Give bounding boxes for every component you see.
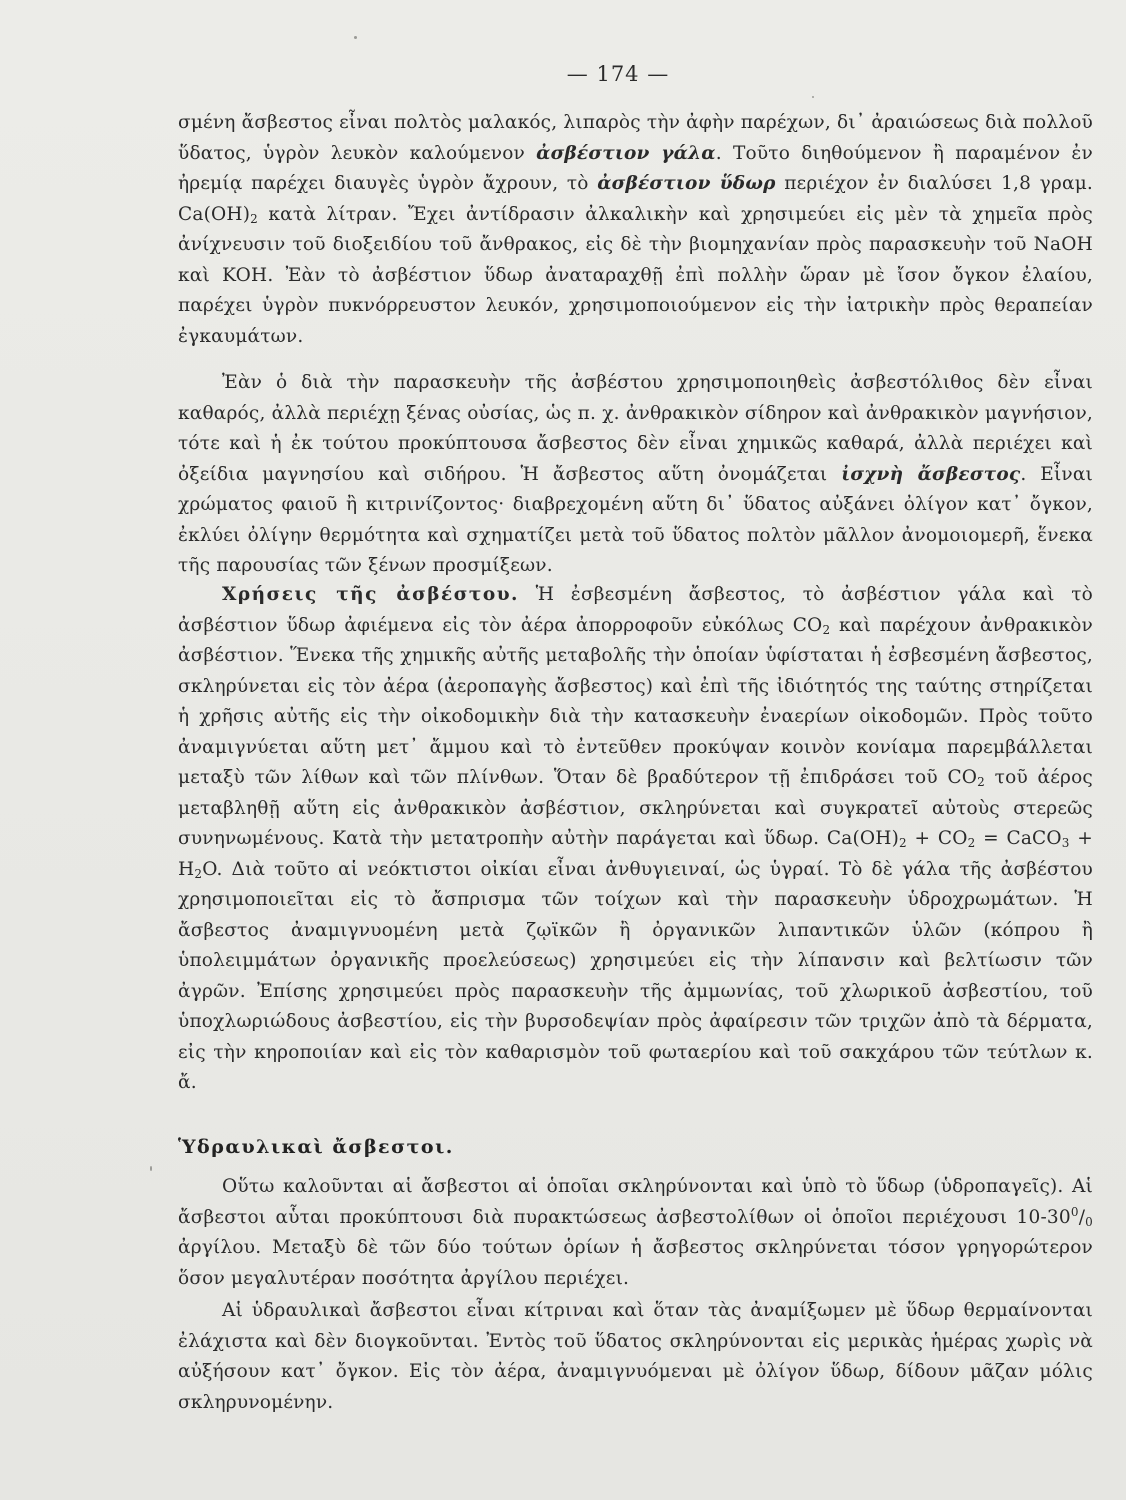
text-run: σμένη ἄσβεστος εἶναι πολτὸς μαλακός, λιπαρὸς τὴν ἀφὴν παρέχων, δι᾽ ἀραιώσεως διὰ πολλοῦ ὕδατος, ὑγρὸν λευκὸν καλούμενον bbox=[178, 112, 1093, 164]
text-run: . Εἶναι χρώματος φαιοῦ ἢ κιτρινίζοντος· διαβρεχομένη αὕτη δι᾽ ὕδατος αὐξάνει ὀλίγον κατ᾽ ὄγκον, ἐκλύει ὀλίγην θερμότητα καὶ σχηματίζει μετὰ τοῦ ὕδατος πολτὸν μᾶλλον ἀνομοιομερῆ, ἕνεκα τῆς παρουσίας τῶν ξένων προσμίξεων. bbox=[178, 463, 1093, 576]
subscript: 3 bbox=[1061, 836, 1070, 850]
paragraph-text bbox=[178, 368, 1093, 582]
text-run: . Τοῦτο διηθούμενον ἢ παραμένον ἐν ἠρεμίᾳ παρέχει διαυγὲς ὑγρὸν ἄχρουν, τὸ bbox=[178, 142, 1093, 194]
section-heading-hydraulic-lime: Ὑδραυλικαὶ ἄσβεστοι. bbox=[178, 1136, 454, 1158]
text-run: τοῦ ἀέρος μεταβληθῇ αὕτη εἰς ἀνθρακικὸν ἀσβέστιον, σκληρύνεται καὶ συγκρατεῖ αὐτοὺς στερεῶς συνηνωμένους. Κατὰ τὴν μετατροπὴν αὐτὴν παράγεται καὶ ὕδωρ. Ca(OH) bbox=[178, 767, 1093, 849]
paper-speck bbox=[150, 1166, 152, 1171]
text-run: + H bbox=[178, 828, 1093, 880]
inline-heading-uses: Χρήσεις τῆς ἀσβέστου. bbox=[222, 584, 519, 605]
text-run: Οὕτω καλοῦνται αἱ ἄσβεστοι αἱ ὁποῖαι σκληρύνονται καὶ ὑπὸ τὸ ὕδωρ (ὑδροπαγεῖς). Αἱ ἄσβεστοι αὗται προκύπτουσι διὰ πυρακτώσεως ἀσβεστολίθων οἱ ὁποῖοι περιέχουσι 10-30 bbox=[178, 1176, 1093, 1228]
paragraph-text: Αἱ ὑδραυλικαὶ ἄσβεστοι εἶναι κίτριναι καὶ ὅταν τὰς ἀναμίξωμεν μὲ ὕδωρ θερμαίνονται ἐλάχιστα καὶ δὲν διογκοῦνται. Ἐντὸς τοῦ ὕδατος σκληρύνονται εἰς μερικὰς ἡμέρας χωρὶς νὰ αὐξήσουν κατ᾽ ὄγκον. Εἰς τὸν ἀέρα, ἀναμιγνυόμεναι μὲ ὀλίγον ὕδωρ, δίδουν μᾶζαν μόλις σκληρυνομένην. bbox=[178, 1300, 1093, 1413]
paragraph-text bbox=[178, 580, 1093, 1099]
subscript: 2 bbox=[967, 836, 976, 850]
term-lime-milk: ἀσβέστιον γάλα bbox=[536, 142, 716, 164]
paragraph-text bbox=[178, 1172, 1093, 1294]
paragraph-text bbox=[178, 108, 1093, 352]
paper-speck bbox=[812, 96, 814, 98]
text-run: καὶ παρέχουν ἀνθρακικὸν ἀσβέστιον. Ἕνεκα τῆς χημικῆς αὐτῆς μεταβολῆς τὴν ὁποίαν ὑφίσταται ἡ ἐσβεσμένη ἄσβεστος, σκληρύνεται εἰς τὸν ἀέρα (ἀεροπαγὴς ἄσβεστος) καὶ ἐπὶ τῆς ἰδιότητός της ταύτης στηρίζεται ἡ χρῆσις αὐτῆς εἰς τὴν οἰκοδομικὴν διὰ τὴν κατασκευὴν ἐναερίων οἰκοδομῶν. Πρὸς τοῦτο ἀναμιγνύεται αὕτη μετ᾽ ἄμμου καὶ τὸ ἐντεῦθεν προκύψαν κοινὸν κονίαμα παρεμβάλλεται μεταξὺ τῶν λίθων καὶ τῶν πλίνθων. Ὅταν δὲ βραδύτερον τῇ ἐπιδράσει τοῦ CO bbox=[178, 614, 1094, 788]
text-run: ἀργίλου. Μεταξὺ δὲ τῶν δύο τούτων ὁρίων ἡ ἄσβεστος σκληρύνεται τόσον γρηγορώτερον ὅσον μεγαλυτέραν ποσότητα ἀργίλου περιέχει. bbox=[178, 1237, 1093, 1289]
subscript: 2 bbox=[977, 775, 986, 789]
paper-speck bbox=[354, 36, 357, 39]
subscript: 2 bbox=[822, 622, 831, 637]
subscript: 0 bbox=[1085, 1214, 1093, 1229]
page-number: — 174 — bbox=[566, 62, 670, 86]
term-lean-lime: ἰσχνὴ ἄσβεστος bbox=[841, 463, 1021, 485]
paragraph-lean-lime bbox=[178, 368, 1093, 582]
subscript: 2 bbox=[194, 866, 203, 881]
paragraph-hydraulic-properties bbox=[178, 1296, 1093, 1418]
subscript: 2 bbox=[899, 836, 907, 850]
text-run: + CO bbox=[906, 828, 968, 849]
text-run: / bbox=[1078, 1206, 1086, 1228]
text-run: = CaCO bbox=[975, 828, 1062, 849]
paragraph-uses-of-lime bbox=[178, 580, 1093, 1099]
text-run: O. Διὰ τοῦτο αἱ νεόκτιστοι οἰκίαι εἶναι ἀνθυγιειναί, ὡς ὑγραί. Τὸ δὲ γάλα τῆς ἀσβέστου χρησιμοποιεῖται εἰς τὸ ἄσπρισμα τῶν τοίχων καὶ τὴν παρασκευὴν ὑδροχρωμάτων. Ἡ ἄσβεστος ἀναμιγνυομένη μετὰ ζῳϊκῶν ἢ ὀργανικῶν λιπαντικῶν ὑλῶν (κόπρου ἢ ὑπολειμμάτων ὀργανικῆς προελεύσεως) χρησιμεύει εἰς τὴν λίπανσιν καὶ βελτίωσιν τῶν ἀγρῶν. Ἐπίσης χρησιμεύει πρὸς παρασκευὴν τῆς ἀμμωνίας, τοῦ χλωρικοῦ ἀσβεστίου, τοῦ ὑποχλωριώδους ἀσβεστίου, εἰς τὴν βυρσοδεψίαν πρὸς ἀφαίρεσιν τῶν τριχῶν ἀπὸ τὰ δέρματα, εἰς τὴν κηροποιίαν καὶ εἰς τὸν καθαρισμὸν τοῦ φωταερίου καὶ τοῦ σακχάρου τῶν τεύτλων κ. ἄ. bbox=[178, 858, 1093, 1093]
text-run: κατὰ λίτραν. Ἔχει ἀντίδρασιν ἀλκαλικὴν καὶ χρησιμεύει εἰς μὲν τὰ χημεῖα πρὸς ἀνίχνευσιν τοῦ διοξειδίου τοῦ ἄνθρακος, εἰς δὲ τὴν βιομηχανίαν πρὸς παρασκευὴν τοῦ NaOH καὶ KOH. Ἐὰν τὸ ἀσβέστιον ὕδωρ ἀναταραχθῇ ἐπὶ πολλὴν ὥραν μὲ ἴσον ὄγκον ἐλαίου, παρέχει ὑγρὸν πυκνόρρευστον λευκόν, χρησιμοποιούμενον εἰς τὴν ἰατρικὴν πρὸς θεραπείαν ἐγκαυμάτων. bbox=[178, 203, 1093, 347]
term-lime-water: ἀσβέστιον ὕδωρ bbox=[597, 173, 776, 194]
text-run: Ἐὰν ὁ διὰ τὴν παρασκευὴν τῆς ἀσβέστου χρησιμοποιηθεὶς ἀσβεστόλιθος δὲν εἶναι καθαρός, ἀλλὰ περιέχῃ ξένας οὐσίας, ὡς π. χ. ἀνθρακικὸν σίδηρον καὶ ἀνθρακικὸν μαγνήσιον, τότε καὶ ἡ ἐκ τούτου προκύπτουσα ἄσβεστος δὲν εἶναι χημικῶς καθαρά, ἀλλὰ περιέχει καὶ ὀξείδια μαγνησίου καὶ σιδήρου. Ἡ ἄσβεστος αὕτη ὀνομάζεται bbox=[178, 372, 1093, 485]
text-run: περιέχον ἐν διαλύσει 1,8 γραμ. Ca(OH) bbox=[178, 173, 1093, 225]
text-run: Ἡ ἐσβεσμένη ἄσβεστος, τὸ ἀσβέστιον γάλα καὶ τὸ ἀσβέστιον ὕδωρ ἀφιέμενα εἰς τὸν ἀέρα ἀπορροφοῦν εὐκόλως CO bbox=[178, 584, 1093, 636]
subscript: 2 bbox=[250, 211, 258, 226]
paragraph-slaked-lime bbox=[178, 108, 1093, 352]
superscript: 0 bbox=[1070, 1204, 1079, 1219]
paragraph-hydraulic-definition bbox=[178, 1172, 1093, 1294]
